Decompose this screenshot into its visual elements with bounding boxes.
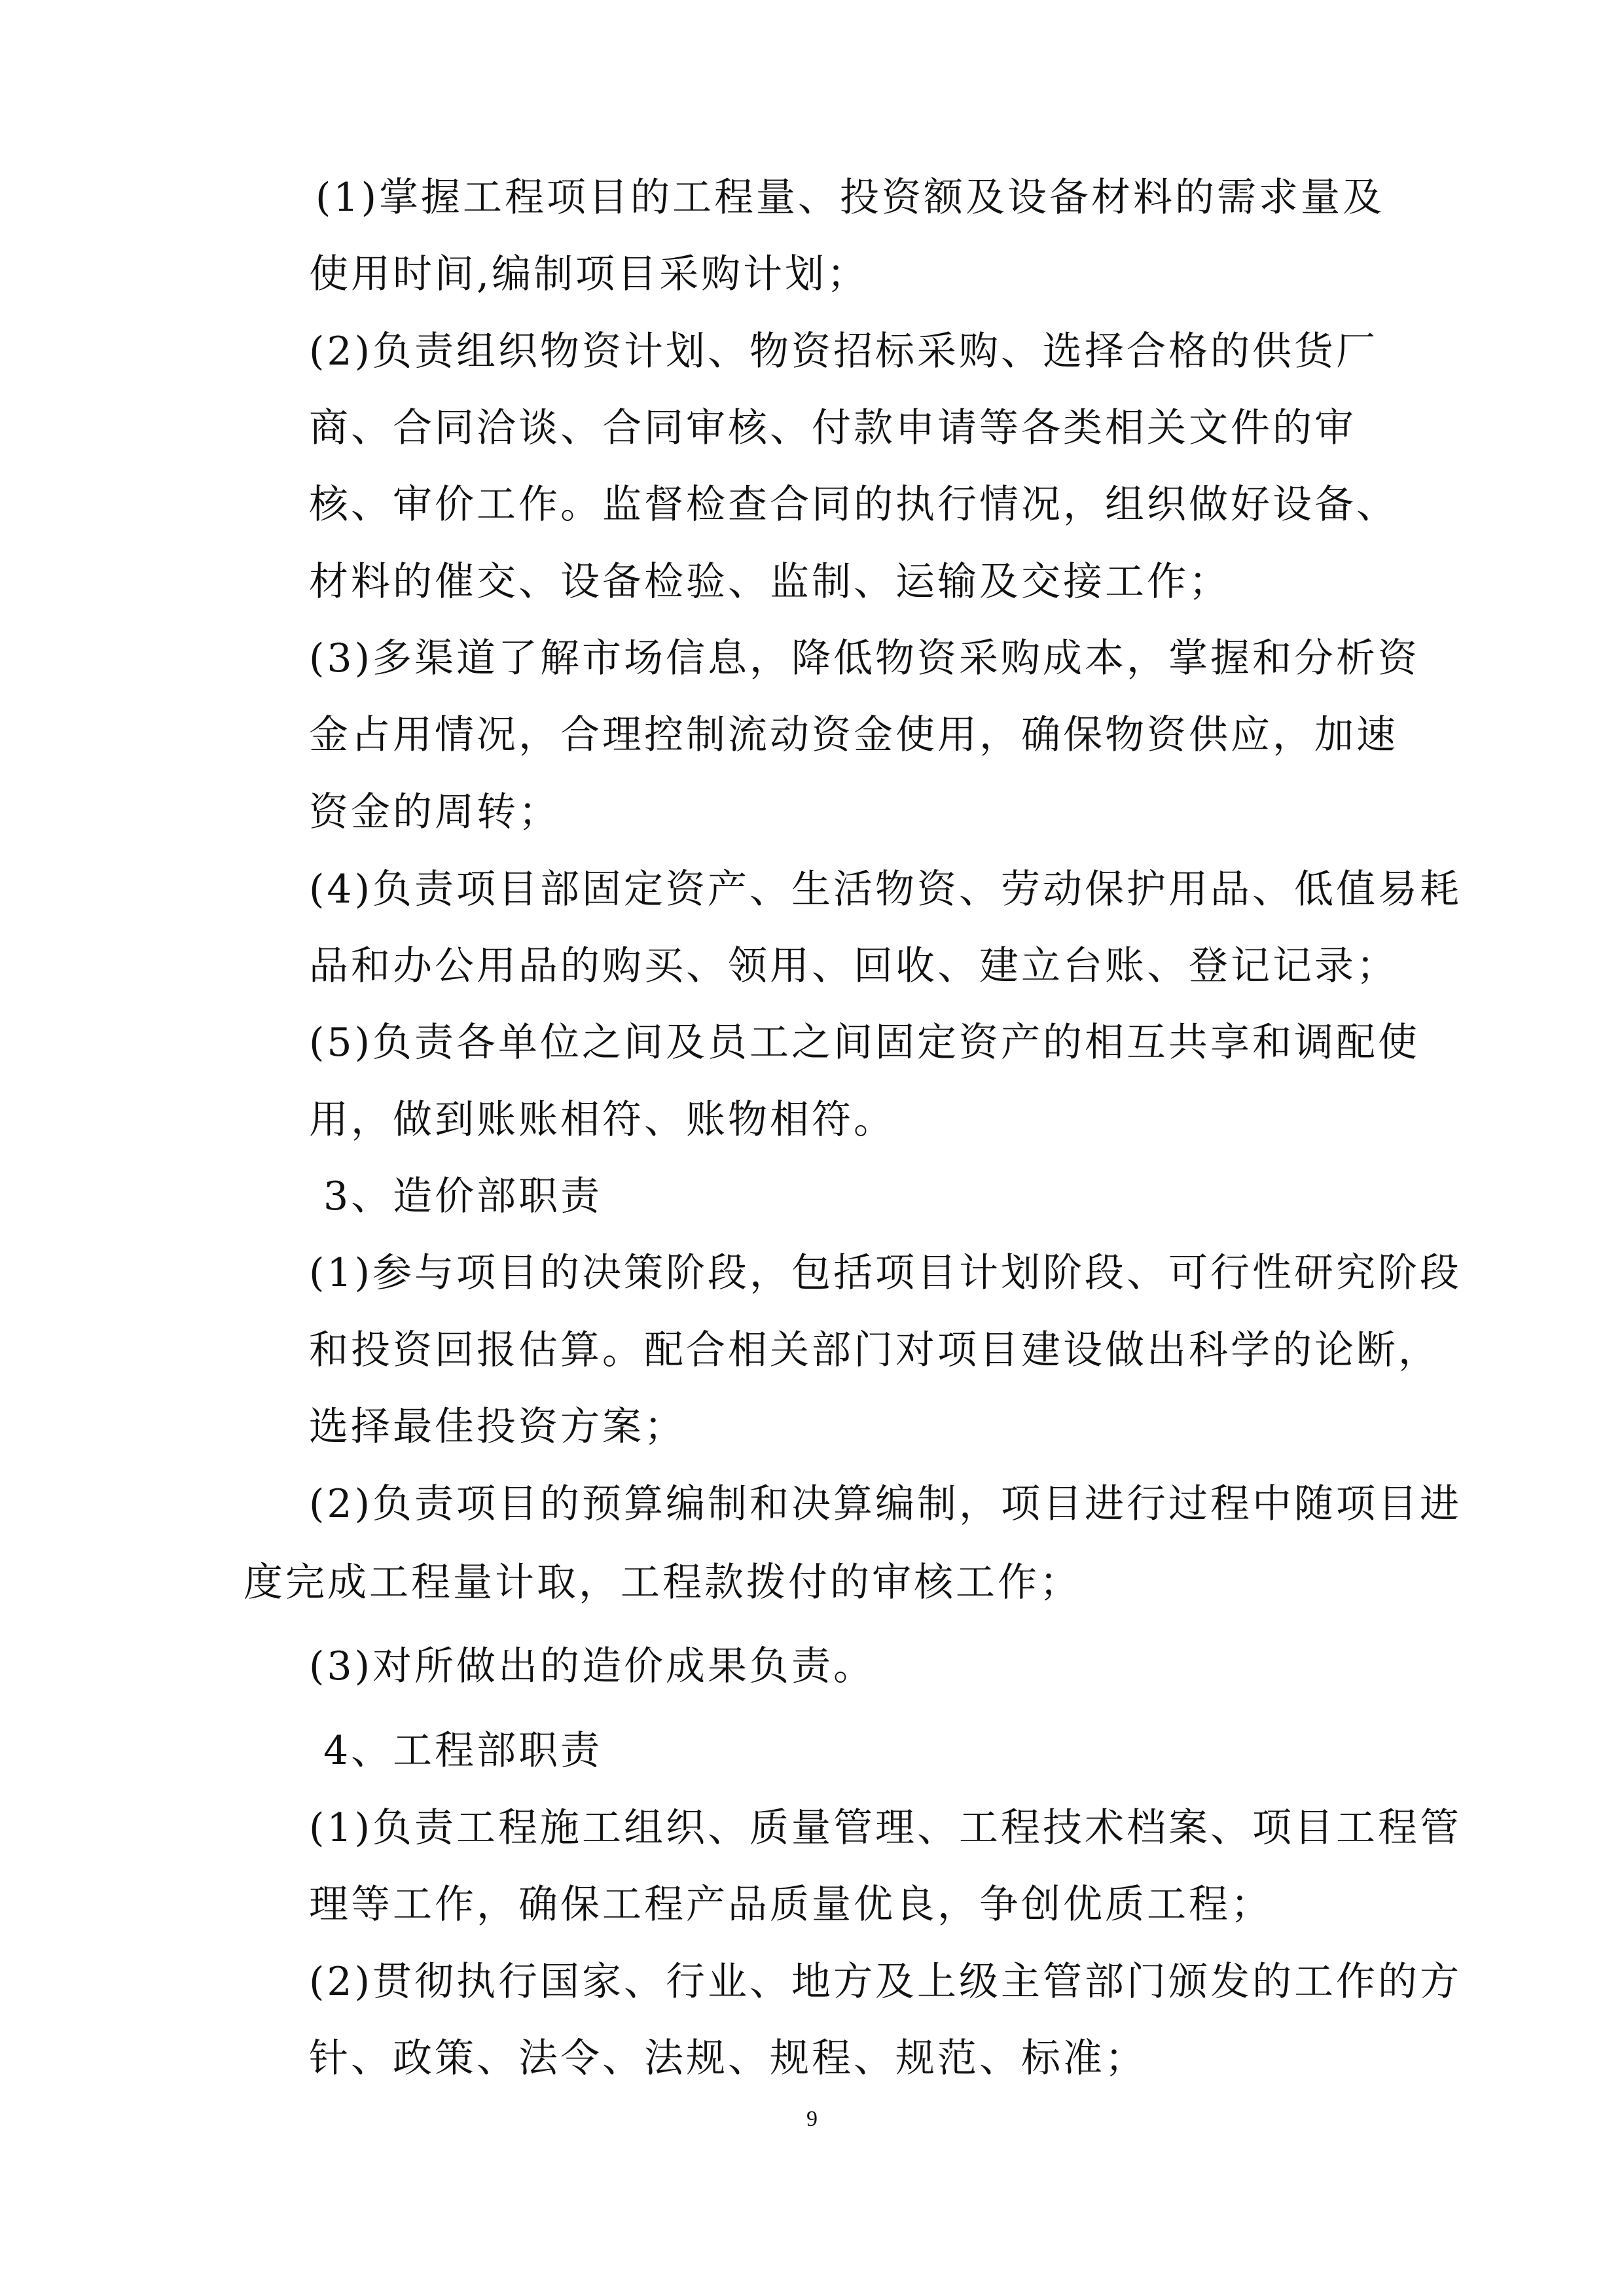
text-line-18: (2)负责项目的预算编制和决算编制，项目进行过程中随项目进 [309,1481,1462,1527]
section-heading-3: 3、造价部职责 [323,1174,603,1219]
text-line-11: 品和办公用品的购买、领用、回收、建立台账、登记记录； [309,943,1398,989]
text-line-19: 度完成工程量计取，工程款拨付的审核工作； [244,1560,1081,1605]
text-line-16: 和投资回报估算。配合相关部门对项目建设做出科学的论断， [309,1327,1440,1373]
text-line-2: 使用时间,编制项目采购计划； [309,251,869,297]
text-line-8: 金占用情况，合理控制流动资金使用，确保物资供应，加速 [309,712,1398,758]
text-line-1: (1)掌握工程项目的工程量、投资额及设备材料的需求量及 [316,175,1384,221]
page-number: 9 [806,2107,818,2131]
text-line-10: (4)负责项目部固定资产、生活物资、劳动保护用品、低值易耗 [309,867,1462,912]
text-line-13: 用，做到账账相符、账物相符。 [309,1097,895,1143]
text-line-7: (3)多渠道了解市场信息，降低物资采购成本，掌握和分析资 [309,636,1420,681]
text-line-4: 商、合同洽谈、合同审核、付款申请等各类相关文件的审 [309,405,1356,451]
text-line-24: (2)贯彻执行国家、行业、地方及上级主管部门颁发的工作的方 [309,1959,1462,2005]
text-line-6: 材料的催交、设备检验、监制、运输及交接工作； [309,559,1231,605]
text-line-3: (2)负责组织物资计划、物资招标采购、选择合格的供货厂 [309,329,1378,374]
text-line-15: (1)参与项目的决策阶段，包括项目计划阶段、可行性研究阶段 [309,1250,1462,1296]
text-line-12: (5)负责各单位之间及员工之间固定资产的相互共享和调配使 [309,1020,1420,1066]
section-heading-4: 4、工程部职责 [323,1728,603,1774]
text-line-25: 针、政策、法令、法规、规程、规范、标准； [309,2036,1147,2081]
text-line-9: 资金的周转； [309,789,560,835]
text-line-17: 选择最佳投资方案； [309,1404,686,1450]
text-line-5: 核、审价工作。监督检查合同的执行情况，组织做好设备、 [309,482,1398,528]
text-line-23: 理等工作，确保工程产品质量优良，争创优质工程； [309,1882,1272,1928]
text-line-22: (1)负责工程施工组织、质量管理、工程技术档案、项目工程管 [309,1805,1462,1851]
text-line-20: (3)对所做出的造价成果负责。 [309,1643,875,1689]
